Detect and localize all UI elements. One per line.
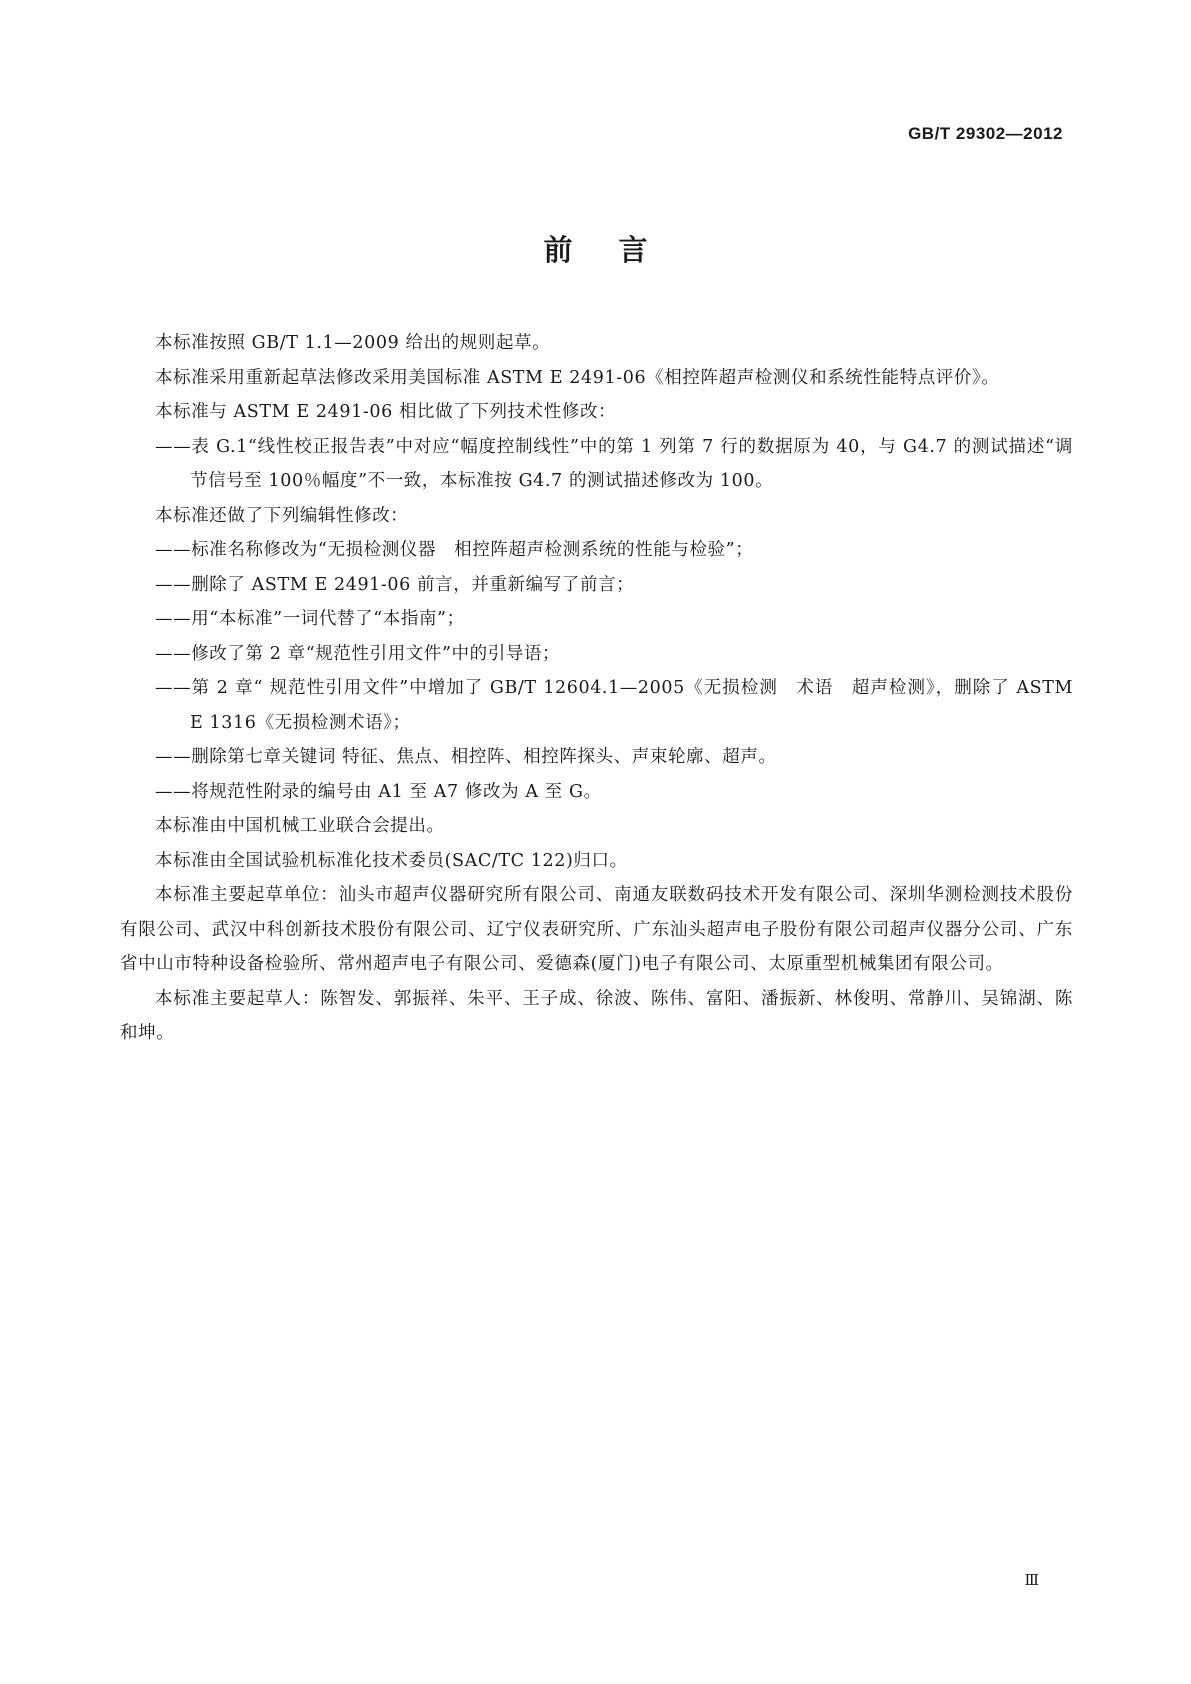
paragraph-drafters: 本标准主要起草人：陈智发、郭振祥、朱平、王子成、徐波、陈伟、富阳、潘振新、林俊明、常静川、吴锦湖、陈和坤。 — [120, 988, 1073, 1043]
list-item-editorial-change: ——删除了 ASTM E 2491-06 前言，并重新编写了前言； — [155, 574, 635, 595]
paragraph-proposer: 本标准由中国机械工业联合会提出。 — [155, 816, 445, 836]
paragraph-technical-changes-intro: 本标准与 ASTM E 2491-06 相比做了下列技术性修改： — [155, 402, 617, 422]
list-item-editorial-change: ——用“本标准”一词代替了“本指南”； — [155, 609, 465, 629]
paragraph-centralized-by: 本标准由全国试验机标准化技术委员(SAC/TC 122)归口。 — [155, 850, 628, 871]
list-item-editorial-change: ——第 2 章“ 规范性引用文件”中增加了 GB/T 12604.1—2005《无损检测 术语 超声检测》，删除了 ASTM E 1316《无损检测术语》； — [155, 678, 1073, 733]
paragraph-drafting-units: 本标准主要起草单位：汕头市超声仪器研究所有限公司、南通友联数码技术开发有限公司、深圳华测检测技术股份有限公司、武汉中科创新技术股份有限公司、辽宁仪表研究所、广东汕头超声电子股份有限公司超声仪器分公司、广东省中山市特种设备检验所、常州超声电子有限公司、爱德森(厦门)电子有限公司、太原重型机械集团有限公司。 — [120, 885, 1073, 974]
list-item-editorial-change: ——删除第七章关键词 特征、焦点、相控阵、相控阵探头、声束轮廓、超声。 — [155, 747, 777, 767]
standard-code: GB/T 29302—2012 — [908, 124, 1063, 143]
paragraph-drafting-rules: 本标准按照 GB/T 1.1—2009 给出的规则起草。 — [155, 333, 551, 353]
list-item-editorial-change: ——标准名称修改为“无损检测仪器 相控阵超声检测系统的性能与检验”； — [155, 540, 754, 560]
page-number: Ⅲ — [1024, 1571, 1038, 1589]
page-title: 前言 — [543, 233, 694, 267]
paragraph-adoption: 本标准采用重新起草法修改采用美国标准 ASTM E 2491-06《相控阵超声检测仪和系统性能特点评价》。 — [155, 367, 1000, 388]
paragraph-editorial-changes-intro: 本标准还做了下列编辑性修改： — [155, 505, 409, 526]
list-item-editorial-change: ——将规范性附录的编号由 A1 至 A7 修改为 A 至 G。 — [155, 781, 602, 802]
list-item-technical-change: ——表 G.1“线性校正报告表”中对应“幅度控制线性”中的第 1 列第 7 行的数据原为 40，与 G4.7 的测试描述“调节信号至 100％幅度”不一致，本标准按 G4.7 的测试描述修改为 100。 — [155, 436, 1073, 491]
list-item-editorial-change: ——修改了第 2 章“规范性引用文件”中的引导语； — [155, 643, 561, 664]
foreword-body — [120, 326, 1073, 1051]
